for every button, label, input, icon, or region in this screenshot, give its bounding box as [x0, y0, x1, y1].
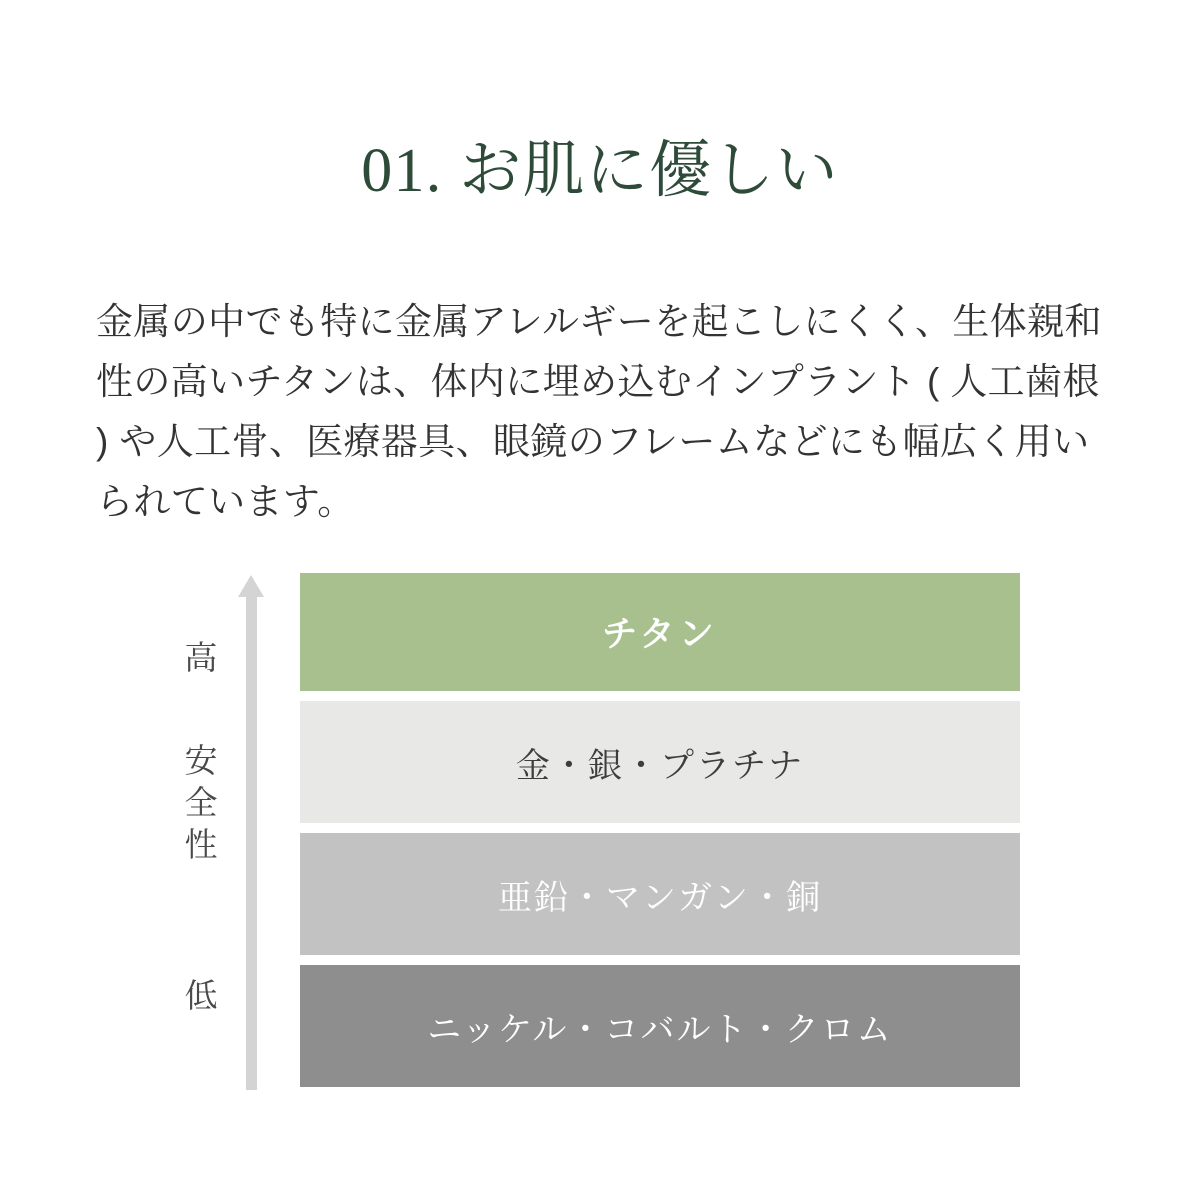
bar-label-precious-metals: 金・銀・プラチナ [515, 746, 805, 785]
bar-row-zinc-manganese-copper [300, 833, 1020, 955]
page-title: 01. お肌に優しい [361, 136, 839, 205]
axis-label-high: 高 [184, 639, 218, 676]
bar-row-nickel-cobalt-chromium [300, 965, 1020, 1087]
axis-label-low: 低 [184, 977, 218, 1014]
bar-stack [300, 573, 1020, 1087]
bar-label-titanium: チタン [602, 615, 718, 654]
axis-labels [170, 565, 232, 1090]
body-paragraph: 金属の中でも特に金属アレルギーを起こしにくく、生体親和性の高いチタンは、体内に埋め込むインプラント ( 人工歯根 ) や人工骨、医療器具、眼鏡のフレームなどにも幅広く用いられています。 [96, 301, 1102, 522]
axis-label-safety-char-3: 性 [184, 826, 218, 864]
up-arrow-icon [238, 575, 264, 1090]
bar-row-titanium [300, 573, 1020, 691]
axis-label-safety-char-2: 全 [184, 784, 218, 822]
bar-row-precious-metals [300, 701, 1020, 823]
bar-label-nickel-cobalt-chromium: ニッケル・コバルト・クロム [427, 1010, 893, 1049]
axis-label-safety-char-1: 安 [184, 742, 218, 779]
bar-label-zinc-manganese-copper: 亜鉛・マンガン・銅 [497, 878, 823, 917]
safety-ranking-chart [0, 565, 1200, 1090]
axis-label-safety [170, 740, 232, 867]
arrow-shaft [246, 593, 257, 1090]
